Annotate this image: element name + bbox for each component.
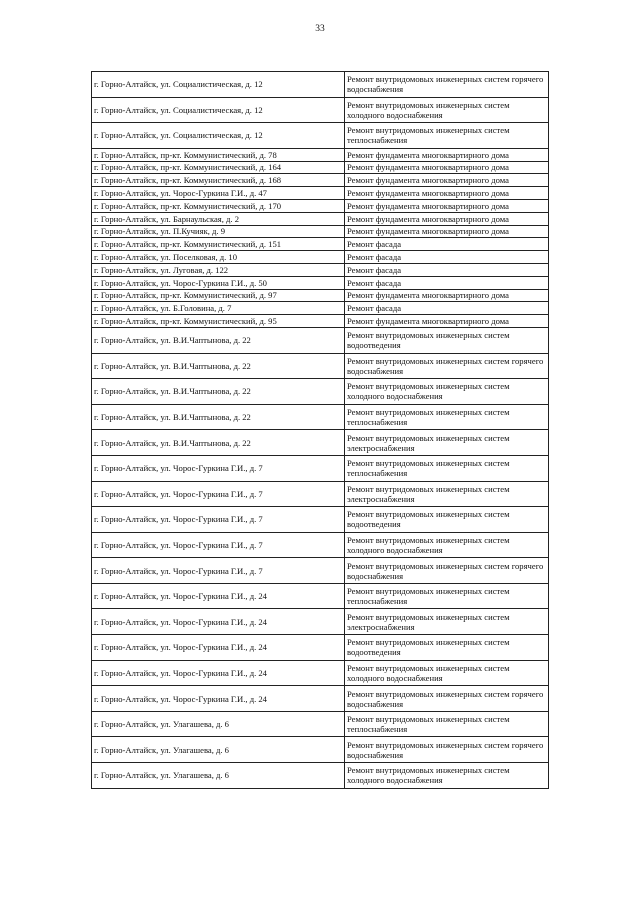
address-cell: г. Горно-Алтайск, ул. Б.Головина, д. 7 [92,302,345,315]
address-cell: г. Горно-Алтайск, ул. Чорос-Гуркина Г.И., д. 7 [92,558,345,584]
address-cell: г. Горно-Алтайск, ул. Чорос-Гуркина Г.И., д. 24 [92,660,345,686]
address-cell: г. Горно-Алтайск, ул. В.И.Чаптынова, д. 22 [92,404,345,430]
work-type-cell: Ремонт внутридомовых инженерных систем водоотведения [345,507,549,533]
table-row [92,315,549,328]
address-cell: г. Горно-Алтайск, ул. Луговая, д. 122 [92,263,345,276]
work-type-cell: Ремонт внутридомовых инженерных систем теплоснабжения [345,455,549,481]
address-cell: г. Горно-Алтайск, ул. Чорос-Гуркина Г.И., д. 7 [92,532,345,558]
address-cell: г. Горно-Алтайск, ул. Чорос-Гуркина Г.И., д. 24 [92,583,345,609]
table-row [92,302,549,315]
table-row [92,161,549,174]
work-type-cell: Ремонт фундамента многоквартирного дома [345,148,549,161]
table-row [92,379,549,405]
table-row [92,238,549,251]
page-number: 33 [315,24,325,34]
work-type-cell: Ремонт фундамента многоквартирного дома [345,174,549,187]
work-type-cell: Ремонт внутридомовых инженерных систем холодного водоснабжения [345,532,549,558]
address-cell: г. Горно-Алтайск, пр-кт. Коммунистический, д. 170 [92,199,345,212]
table-row [92,404,549,430]
address-cell: г. Горно-Алтайск, ул. Барнаульская, д. 2 [92,212,345,225]
address-cell: г. Горно-Алтайск, ул. В.И.Чаптынова, д. 22 [92,353,345,379]
work-type-cell: Ремонт внутридомовых инженерных систем холодного водоснабжения [345,763,549,789]
work-type-cell: Ремонт фундамента многоквартирного дома [345,289,549,302]
table-row [92,199,549,212]
work-type-cell: Ремонт внутридомовых инженерных систем водоотведения [345,327,549,353]
work-type-cell: Ремонт фасада [345,263,549,276]
address-cell: г. Горно-Алтайск, ул. В.И.Чаптынова, д. 22 [92,327,345,353]
work-type-cell: Ремонт фундамента многоквартирного дома [345,187,549,200]
table-row [92,263,549,276]
address-cell: г. Горно-Алтайск, ул. Социалистическая, д. 12 [92,72,345,98]
address-cell: г. Горно-Алтайск, пр-кт. Коммунистический, д. 151 [92,238,345,251]
table-row [92,609,549,635]
table-row [92,507,549,533]
address-cell: г. Горно-Алтайск, ул. В.И.Чаптынова, д. 22 [92,379,345,405]
work-type-cell: Ремонт внутридомовых инженерных систем теплоснабжения [345,123,549,149]
work-type-cell: Ремонт внутридомовых инженерных систем горячего водоснабжения [345,686,549,712]
table-row [92,455,549,481]
address-cell: г. Горно-Алтайск, ул. Чорос-Гуркина Г.И., д. 7 [92,455,345,481]
table-row [92,123,549,149]
table-row [92,583,549,609]
address-cell: г. Горно-Алтайск, ул. Чорос-Гуркина Г.И., д. 24 [92,635,345,661]
table-row [92,276,549,289]
table-row [92,558,549,584]
table-row [92,187,549,200]
work-type-cell: Ремонт фундамента многоквартирного дома [345,161,549,174]
work-type-cell: Ремонт внутридомовых инженерных систем горячего водоснабжения [345,558,549,584]
address-cell: г. Горно-Алтайск, ул. Чорос-Гуркина Г.И., д. 7 [92,481,345,507]
address-cell: г. Горно-Алтайск, ул. Улагашева, д. 6 [92,711,345,737]
address-cell: г. Горно-Алтайск, ул. В.И.Чаптынова, д. 22 [92,430,345,456]
table-row [92,532,549,558]
work-type-cell: Ремонт внутридомовых инженерных систем холодного водоснабжения [345,660,549,686]
table-row [92,97,549,123]
repair-works-table [91,71,549,789]
address-cell: г. Горно-Алтайск, пр-кт. Коммунистический, д. 95 [92,315,345,328]
address-cell: г. Горно-Алтайск, ул. Чорос-Гуркина Г.И., д. 47 [92,187,345,200]
work-type-cell: Ремонт фасада [345,238,549,251]
work-type-cell: Ремонт внутридомовых инженерных систем горячего водоснабжения [345,72,549,98]
work-type-cell: Ремонт внутридомовых инженерных систем электроснабжения [345,430,549,456]
address-cell: г. Горно-Алтайск, ул. Чорос-Гуркина Г.И., д. 50 [92,276,345,289]
address-cell: г. Горно-Алтайск, пр-кт. Коммунистический, д. 78 [92,148,345,161]
table-row [92,72,549,98]
table-row [92,481,549,507]
work-type-cell: Ремонт фундамента многоквартирного дома [345,315,549,328]
work-type-cell: Ремонт фундамента многоквартирного дома [345,225,549,238]
table-row [92,289,549,302]
address-cell: г. Горно-Алтайск, пр-кт. Коммунистический, д. 164 [92,161,345,174]
work-type-cell: Ремонт внутридомовых инженерных систем теплоснабжения [345,711,549,737]
table-row [92,635,549,661]
work-type-cell: Ремонт фасада [345,251,549,264]
table-row [92,660,549,686]
table-row [92,251,549,264]
table-row [92,686,549,712]
table-row [92,353,549,379]
address-cell: г. Горно-Алтайск, ул. Социалистическая, д. 12 [92,123,345,149]
address-cell: г. Горно-Алтайск, пр-кт. Коммунистический, д. 168 [92,174,345,187]
address-cell: г. Горно-Алтайск, ул. Чорос-Гуркина Г.И., д. 24 [92,686,345,712]
work-type-cell: Ремонт внутридомовых инженерных систем холодного водоснабжения [345,97,549,123]
work-type-cell: Ремонт внутридомовых инженерных систем холодного водоснабжения [345,379,549,405]
address-cell: г. Горно-Алтайск, пр-кт. Коммунистический, д. 97 [92,289,345,302]
address-cell: г. Горно-Алтайск, ул. Чорос-Гуркина Г.И., д. 24 [92,609,345,635]
work-type-cell: Ремонт внутридомовых инженерных систем теплоснабжения [345,583,549,609]
address-cell: г. Горно-Алтайск, ул. Чорос-Гуркина Г.И., д. 7 [92,507,345,533]
address-cell: г. Горно-Алтайск, ул. Социалистическая, д. 12 [92,97,345,123]
address-cell: г. Горно-Алтайск, ул. Улагашева, д. 6 [92,763,345,789]
work-type-cell: Ремонт фундамента многоквартирного дома [345,199,549,212]
table-row [92,763,549,789]
table-row [92,212,549,225]
work-type-cell: Ремонт внутридомовых инженерных систем горячего водоснабжения [345,353,549,379]
table-row [92,327,549,353]
address-cell: г. Горно-Алтайск, ул. Поселковая, д. 10 [92,251,345,264]
address-cell: г. Горно-Алтайск, ул. П.Кучияк, д. 9 [92,225,345,238]
table-body [92,72,549,789]
table-row [92,225,549,238]
table-row [92,737,549,763]
work-type-cell: Ремонт внутридомовых инженерных систем теплоснабжения [345,404,549,430]
work-type-cell: Ремонт внутридомовых инженерных систем водоотведения [345,635,549,661]
table-row [92,148,549,161]
work-type-cell: Ремонт внутридомовых инженерных систем электроснабжения [345,481,549,507]
table-row [92,430,549,456]
work-type-cell: Ремонт фасада [345,276,549,289]
table-row [92,174,549,187]
work-type-cell: Ремонт фундамента многоквартирного дома [345,212,549,225]
address-cell: г. Горно-Алтайск, ул. Улагашева, д. 6 [92,737,345,763]
work-type-cell: Ремонт фасада [345,302,549,315]
table-row [92,711,549,737]
work-type-cell: Ремонт внутридомовых инженерных систем горячего водоснабжения [345,737,549,763]
work-type-cell: Ремонт внутридомовых инженерных систем электроснабжения [345,609,549,635]
